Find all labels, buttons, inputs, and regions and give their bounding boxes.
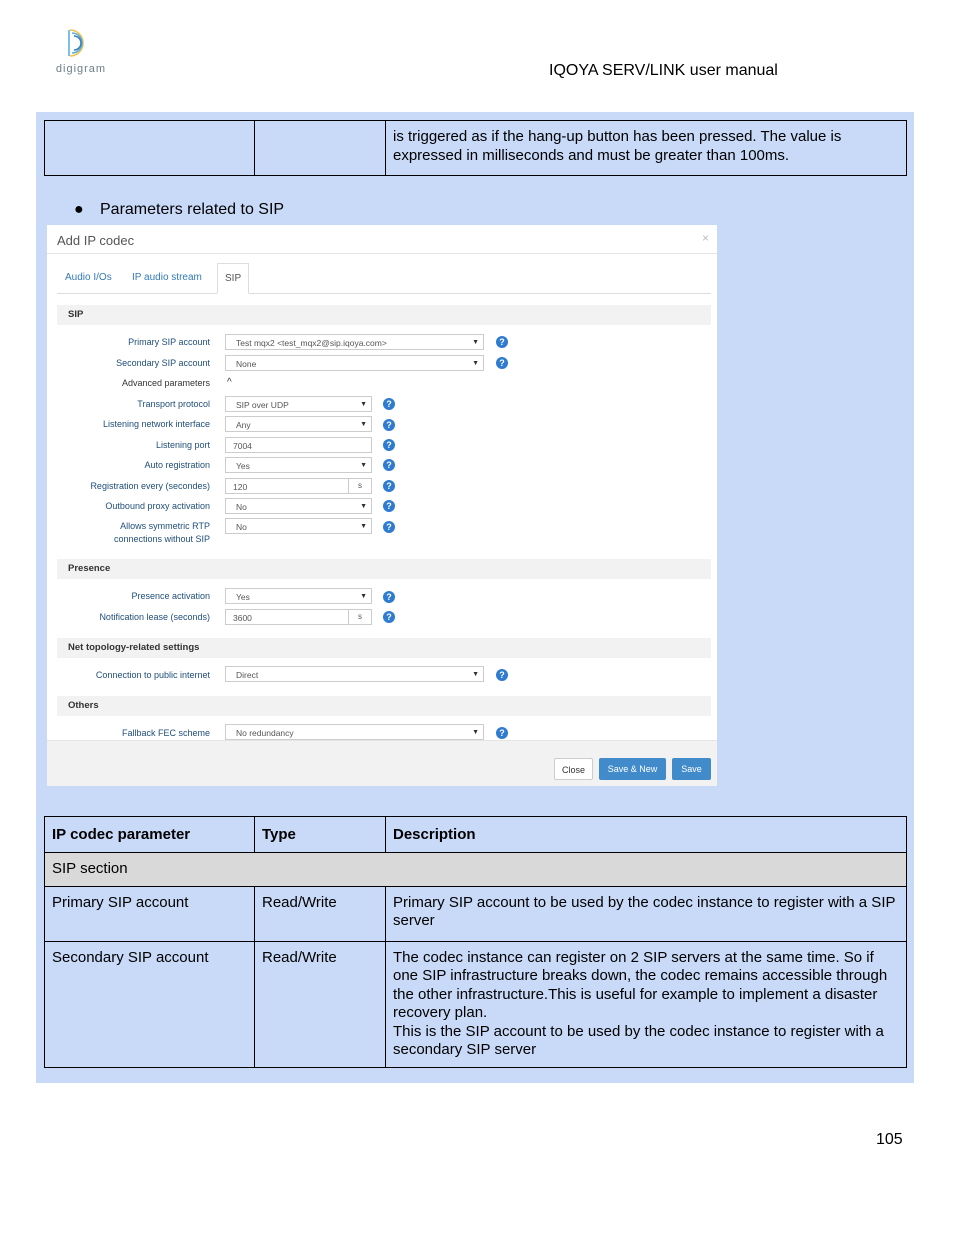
notification-lease-label: Notification lease (seconds) xyxy=(99,612,210,622)
outbound-proxy-value: No xyxy=(236,502,247,512)
tab-ip-audio-stream[interactable]: IP audio stream xyxy=(132,272,202,283)
help-icon[interactable]: ? xyxy=(383,480,395,492)
secondary-sip-select[interactable] xyxy=(225,355,484,371)
symmetric-rtp-value: No xyxy=(236,522,247,532)
description-paragraph: The codec instance can register on 2 SIP servers at the same time. So if one SIP infrastructure breaks down, the codec remains accessible through the other infrastructure.This is useful for example to implement a disaster recovery plan. xyxy=(393,948,888,1021)
table-cell: Primary SIP account xyxy=(45,886,255,941)
chevron-down-icon: ▼ xyxy=(360,503,367,510)
symmetric-rtp-select[interactable] xyxy=(225,518,372,534)
table-row xyxy=(45,121,907,176)
chevron-up-icon[interactable]: ^ xyxy=(227,377,232,388)
chevron-down-icon: ▼ xyxy=(360,462,367,469)
chevron-down-icon: ▼ xyxy=(360,523,367,530)
notification-lease-value: 3600 xyxy=(233,613,252,623)
table-cell xyxy=(45,121,255,176)
section-row xyxy=(45,853,907,887)
add-ip-codec-dialog xyxy=(47,225,717,785)
registration-every-input[interactable] xyxy=(225,478,372,494)
listening-port-label: Listening port xyxy=(155,440,210,450)
help-icon[interactable]: ? xyxy=(383,459,395,471)
dialog-divider xyxy=(47,253,717,254)
chevron-down-icon: ▼ xyxy=(472,339,479,346)
close-button[interactable]: Close xyxy=(554,758,593,780)
transport-protocol-label: Transport protocol xyxy=(137,399,210,409)
chevron-down-icon: ▼ xyxy=(472,671,479,678)
continued-table xyxy=(44,120,907,176)
chevron-down-icon: ▼ xyxy=(360,593,367,600)
secondary-sip-value: None xyxy=(236,359,257,369)
content-panel xyxy=(36,112,914,1083)
help-icon[interactable]: ? xyxy=(383,398,395,410)
primary-sip-value: Test mqx2 <test_mqx2@sip.iqoya.com> xyxy=(236,338,387,348)
help-icon[interactable]: ? xyxy=(383,500,395,512)
chevron-down-icon: ▼ xyxy=(472,360,479,367)
table-row xyxy=(45,941,907,1067)
section-net-topology: Net topology-related settings xyxy=(57,638,711,658)
secondary-sip-label: Secondary SIP account xyxy=(116,358,210,368)
section-sip: SIP xyxy=(57,305,711,325)
auto-registration-value: Yes xyxy=(236,461,250,471)
table-header-row xyxy=(45,817,907,853)
symmetric-rtp-label-line1: Allows symmetric RTP xyxy=(120,521,210,531)
listening-port-input[interactable]: 7004 xyxy=(225,437,372,453)
table-cell xyxy=(255,121,386,176)
description-paragraph: This is the SIP account to be used by the codec instance to register with a secondary SIP server xyxy=(393,1022,884,1058)
primary-sip-select[interactable] xyxy=(225,334,484,350)
chevron-down-icon: ▼ xyxy=(472,729,479,736)
save-and-new-button[interactable]: Save & New xyxy=(599,758,666,780)
digigram-logo xyxy=(50,26,120,78)
bullet-text: Parameters related to SIP xyxy=(100,201,285,218)
transport-protocol-value: SIP over UDP xyxy=(236,400,289,410)
chevron-down-icon: ▼ xyxy=(360,401,367,408)
tab-bar xyxy=(57,263,711,294)
page-number: 105 xyxy=(876,1131,903,1148)
table-cell: Read/Write xyxy=(255,941,386,1067)
listening-interface-label: Listening network interface xyxy=(102,419,210,429)
help-icon[interactable]: ? xyxy=(383,611,395,623)
column-header: Type xyxy=(255,817,386,853)
dialog-title: Add IP codec xyxy=(57,233,135,248)
bullet-item xyxy=(74,201,284,219)
help-icon[interactable]: ? xyxy=(496,727,508,739)
section-presence: Presence xyxy=(57,559,711,579)
fallback-fec-label: Fallback FEC scheme xyxy=(121,728,210,738)
dialog-footer xyxy=(47,740,717,786)
symmetric-rtp-label-line2: connections without SIP xyxy=(113,534,210,544)
presence-activation-label: Presence activation xyxy=(131,591,210,601)
column-header: IP codec parameter xyxy=(45,817,255,853)
public-internet-select[interactable] xyxy=(225,666,484,682)
outbound-proxy-label: Outbound proxy activation xyxy=(105,501,210,511)
help-icon[interactable]: ? xyxy=(383,521,395,533)
public-internet-label: Connection to public internet xyxy=(95,670,210,680)
unit-seconds: s xyxy=(348,478,371,494)
ip-codec-parameter-table xyxy=(44,816,907,1068)
registration-every-label: Registration every (secondes) xyxy=(90,481,210,491)
help-icon[interactable]: ? xyxy=(496,669,508,681)
listening-interface-value: Any xyxy=(236,420,251,430)
table-cell: is triggered as if the hang-up button has been pressed. The value is expressed in milliseconds and must be greater than 100ms. xyxy=(386,121,907,176)
help-icon[interactable]: ? xyxy=(383,439,395,451)
table-cell: Primary SIP account to be used by the codec instance to register with a SIP server xyxy=(386,886,907,941)
table-cell xyxy=(386,941,907,1067)
table-cell: Secondary SIP account xyxy=(45,941,255,1067)
help-icon[interactable]: ? xyxy=(496,357,508,369)
help-icon[interactable]: ? xyxy=(383,419,395,431)
primary-sip-label: Primary SIP account xyxy=(128,337,210,347)
auto-registration-label: Auto registration xyxy=(144,460,210,470)
column-header: Description xyxy=(386,817,907,853)
notification-lease-input[interactable] xyxy=(225,609,372,625)
logo-text: digigram xyxy=(55,63,107,75)
fallback-fec-value: No redundancy xyxy=(236,728,294,738)
help-icon[interactable]: ? xyxy=(383,591,395,603)
outbound-proxy-select[interactable] xyxy=(225,498,372,514)
tab-sip[interactable]: SIP xyxy=(217,263,249,294)
advanced-parameters-label[interactable]: Advanced parameters xyxy=(121,378,210,388)
unit-seconds: s xyxy=(348,609,371,625)
auto-registration-select[interactable] xyxy=(225,457,372,473)
document-title: IQOYA SERV/LINK user manual xyxy=(549,62,778,79)
section-row-label: SIP section xyxy=(45,853,907,887)
close-icon[interactable]: × xyxy=(701,231,709,245)
table-cell: Read/Write xyxy=(255,886,386,941)
presence-activation-value: Yes xyxy=(236,592,250,602)
chevron-down-icon: ▼ xyxy=(360,421,367,428)
public-internet-value: Direct xyxy=(236,670,259,680)
bullet-symbol: ● xyxy=(74,201,84,218)
section-others: Others xyxy=(57,696,711,716)
save-button[interactable]: Save xyxy=(672,758,711,780)
fallback-fec-select[interactable] xyxy=(225,724,484,740)
tab-audio-ios[interactable]: Audio I/Os xyxy=(65,272,112,283)
table-row xyxy=(45,886,907,941)
digigram-logo-icon xyxy=(64,26,96,60)
transport-protocol-select[interactable] xyxy=(225,396,372,412)
presence-activation-select[interactable] xyxy=(225,588,372,604)
listening-interface-select[interactable] xyxy=(225,416,372,432)
registration-every-value: 120 xyxy=(233,482,248,492)
help-icon[interactable]: ? xyxy=(496,336,508,348)
